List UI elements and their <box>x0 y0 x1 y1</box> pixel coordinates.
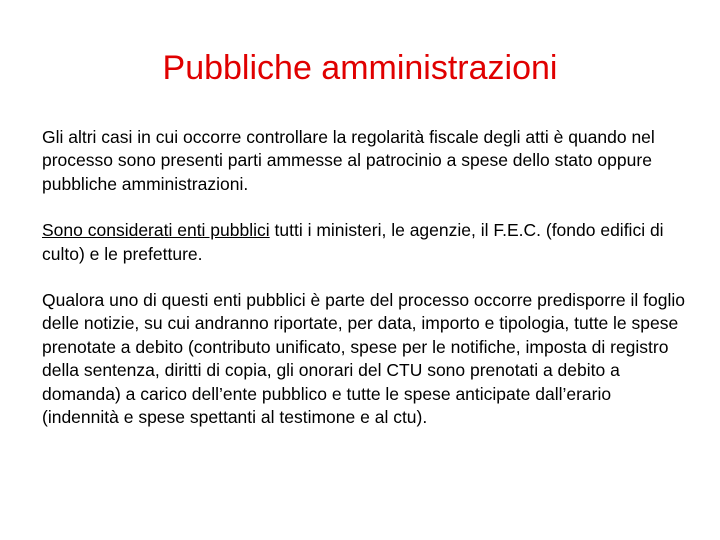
paragraph-2 <box>42 219 690 266</box>
slide-body <box>42 126 690 429</box>
underlined-phrase: Sono considerati enti pubblici <box>42 220 270 241</box>
slide-title: Pubbliche amministrazioni <box>162 49 558 87</box>
paragraph-2-rest: tutti i ministeri, le agenzie, il F.E.C. (fondo edifici di culto) e le prefetture. <box>42 220 664 264</box>
paragraph-1: Gli altri casi in cui occorre controllare la regolarità fiscale degli atti è quando nel processo sono presenti parti ammesse al patrocinio a spese dello stato oppure pubbliche amministrazioni. <box>42 127 655 194</box>
paragraph-3: Qualora uno di questi enti pubblici è parte del processo occorre predisporre il foglio delle notizie, su cui andranno riportate, per data, importo e tipologia, tutte le spese prenotate a debito (contributo unificato, spese per le notifiche, imposta di registro della sentenza, diritti di copia, gli onorari del CTU sono prenotati a debito a domanda) a carico dell’ente pubblico e tutte le spese anticipate dall’erario (indennità e spese spettanti al testimone e al ctu). <box>42 290 686 428</box>
